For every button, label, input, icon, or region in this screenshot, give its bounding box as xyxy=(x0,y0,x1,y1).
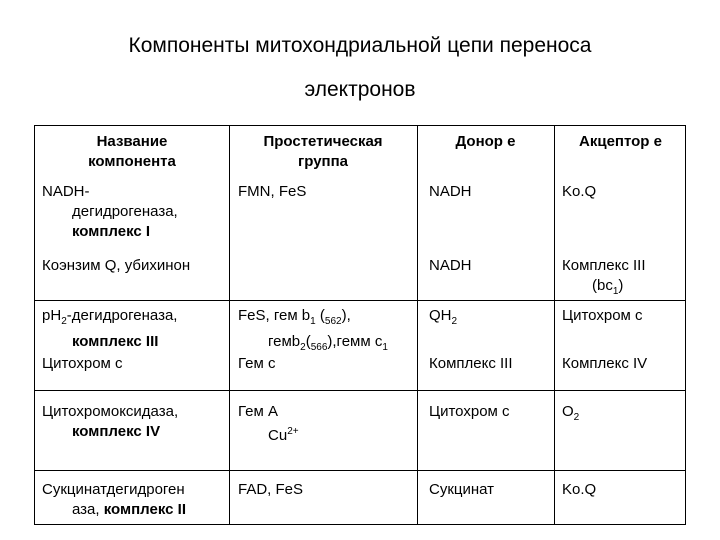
row3-group xyxy=(238,306,388,358)
row1-name-line-3: комплекс I xyxy=(72,223,151,240)
row6-name xyxy=(42,480,186,520)
header-group-line-1: Простетическая xyxy=(263,133,383,150)
row3-group-line-1: FeS, гем $b_1$ $(_{562})$, xyxy=(238,307,351,327)
row3-group-line-2: $гемb_2(_{566}),гемм$ $c_1$ xyxy=(268,333,388,353)
row-divider xyxy=(35,470,685,471)
row3-name-line-2: комплекс III xyxy=(72,333,159,350)
page-title-line-2: электронов xyxy=(304,78,416,101)
row-divider xyxy=(35,390,685,391)
row6-acceptor: Ko.Q xyxy=(562,481,597,498)
row2-donor: NADH xyxy=(429,257,472,274)
header-name-line-1: Название xyxy=(96,133,168,150)
header-acceptor: Акцептор е xyxy=(579,133,662,150)
row3-donor: $QH_2$ xyxy=(429,307,458,327)
column-divider xyxy=(417,126,418,524)
row5-group xyxy=(238,402,299,446)
header-name xyxy=(35,132,229,172)
header-donor: Донор е xyxy=(455,133,516,150)
row4-donor: Комплекс III xyxy=(429,355,513,372)
row1-donor: NADH xyxy=(429,183,472,200)
row1-acceptor: Ko.Q xyxy=(562,183,597,200)
row1-group: FMN, FeS xyxy=(238,183,307,200)
row2-acceptor-line-1: Комплекс III xyxy=(562,257,646,274)
row5-acceptor: $O_2$ xyxy=(562,403,580,423)
row4-name: Цитохром с xyxy=(42,355,123,372)
header-group-line-2: группа xyxy=(297,153,349,170)
row2-acceptor-line-2: $(bc_1)$ xyxy=(592,277,624,297)
row5-name-line-1: Цитохромоксидаза, xyxy=(42,403,179,420)
row3-name xyxy=(42,306,177,352)
components-table xyxy=(34,125,686,525)
row6-name-line-2: аза, комплекс II xyxy=(72,501,186,518)
header-name-line-2: компонента xyxy=(88,153,176,170)
column-divider xyxy=(554,126,555,524)
row2-name: Коэнзим Q, убихинон xyxy=(42,257,191,274)
row6-name-line-1: Сукцинатдегидроген xyxy=(42,481,185,498)
row6-group: FAD, FeS xyxy=(238,481,304,498)
row6-donor: Сукцинат xyxy=(429,481,495,498)
column-divider xyxy=(229,126,230,524)
row5-donor: Цитохром с xyxy=(429,403,510,420)
row4-group: Гем с xyxy=(238,355,276,372)
row5-name xyxy=(42,402,178,442)
row1-name xyxy=(42,182,178,242)
row1-name-line-2: дегидрогеназа, xyxy=(72,203,178,220)
page-title-line-1: Компоненты митохондриальной цепи переноса xyxy=(128,34,592,57)
row5-name-line-2: комплекс IV xyxy=(72,423,161,440)
row5-group-line-1: Гем А xyxy=(238,403,278,420)
row4-acceptor: Комплекс IV xyxy=(562,355,648,372)
header-group xyxy=(229,132,417,172)
row1-name-line-1: NADH- xyxy=(42,183,90,200)
row3-acceptor: Цитохром с xyxy=(562,307,643,324)
row2-acceptor xyxy=(562,256,646,302)
row5-group-line-2: $Cu^{2+}$ xyxy=(268,426,299,444)
row3-name-line-1: $pH_2$-дегидрогеназа, xyxy=(42,307,178,327)
